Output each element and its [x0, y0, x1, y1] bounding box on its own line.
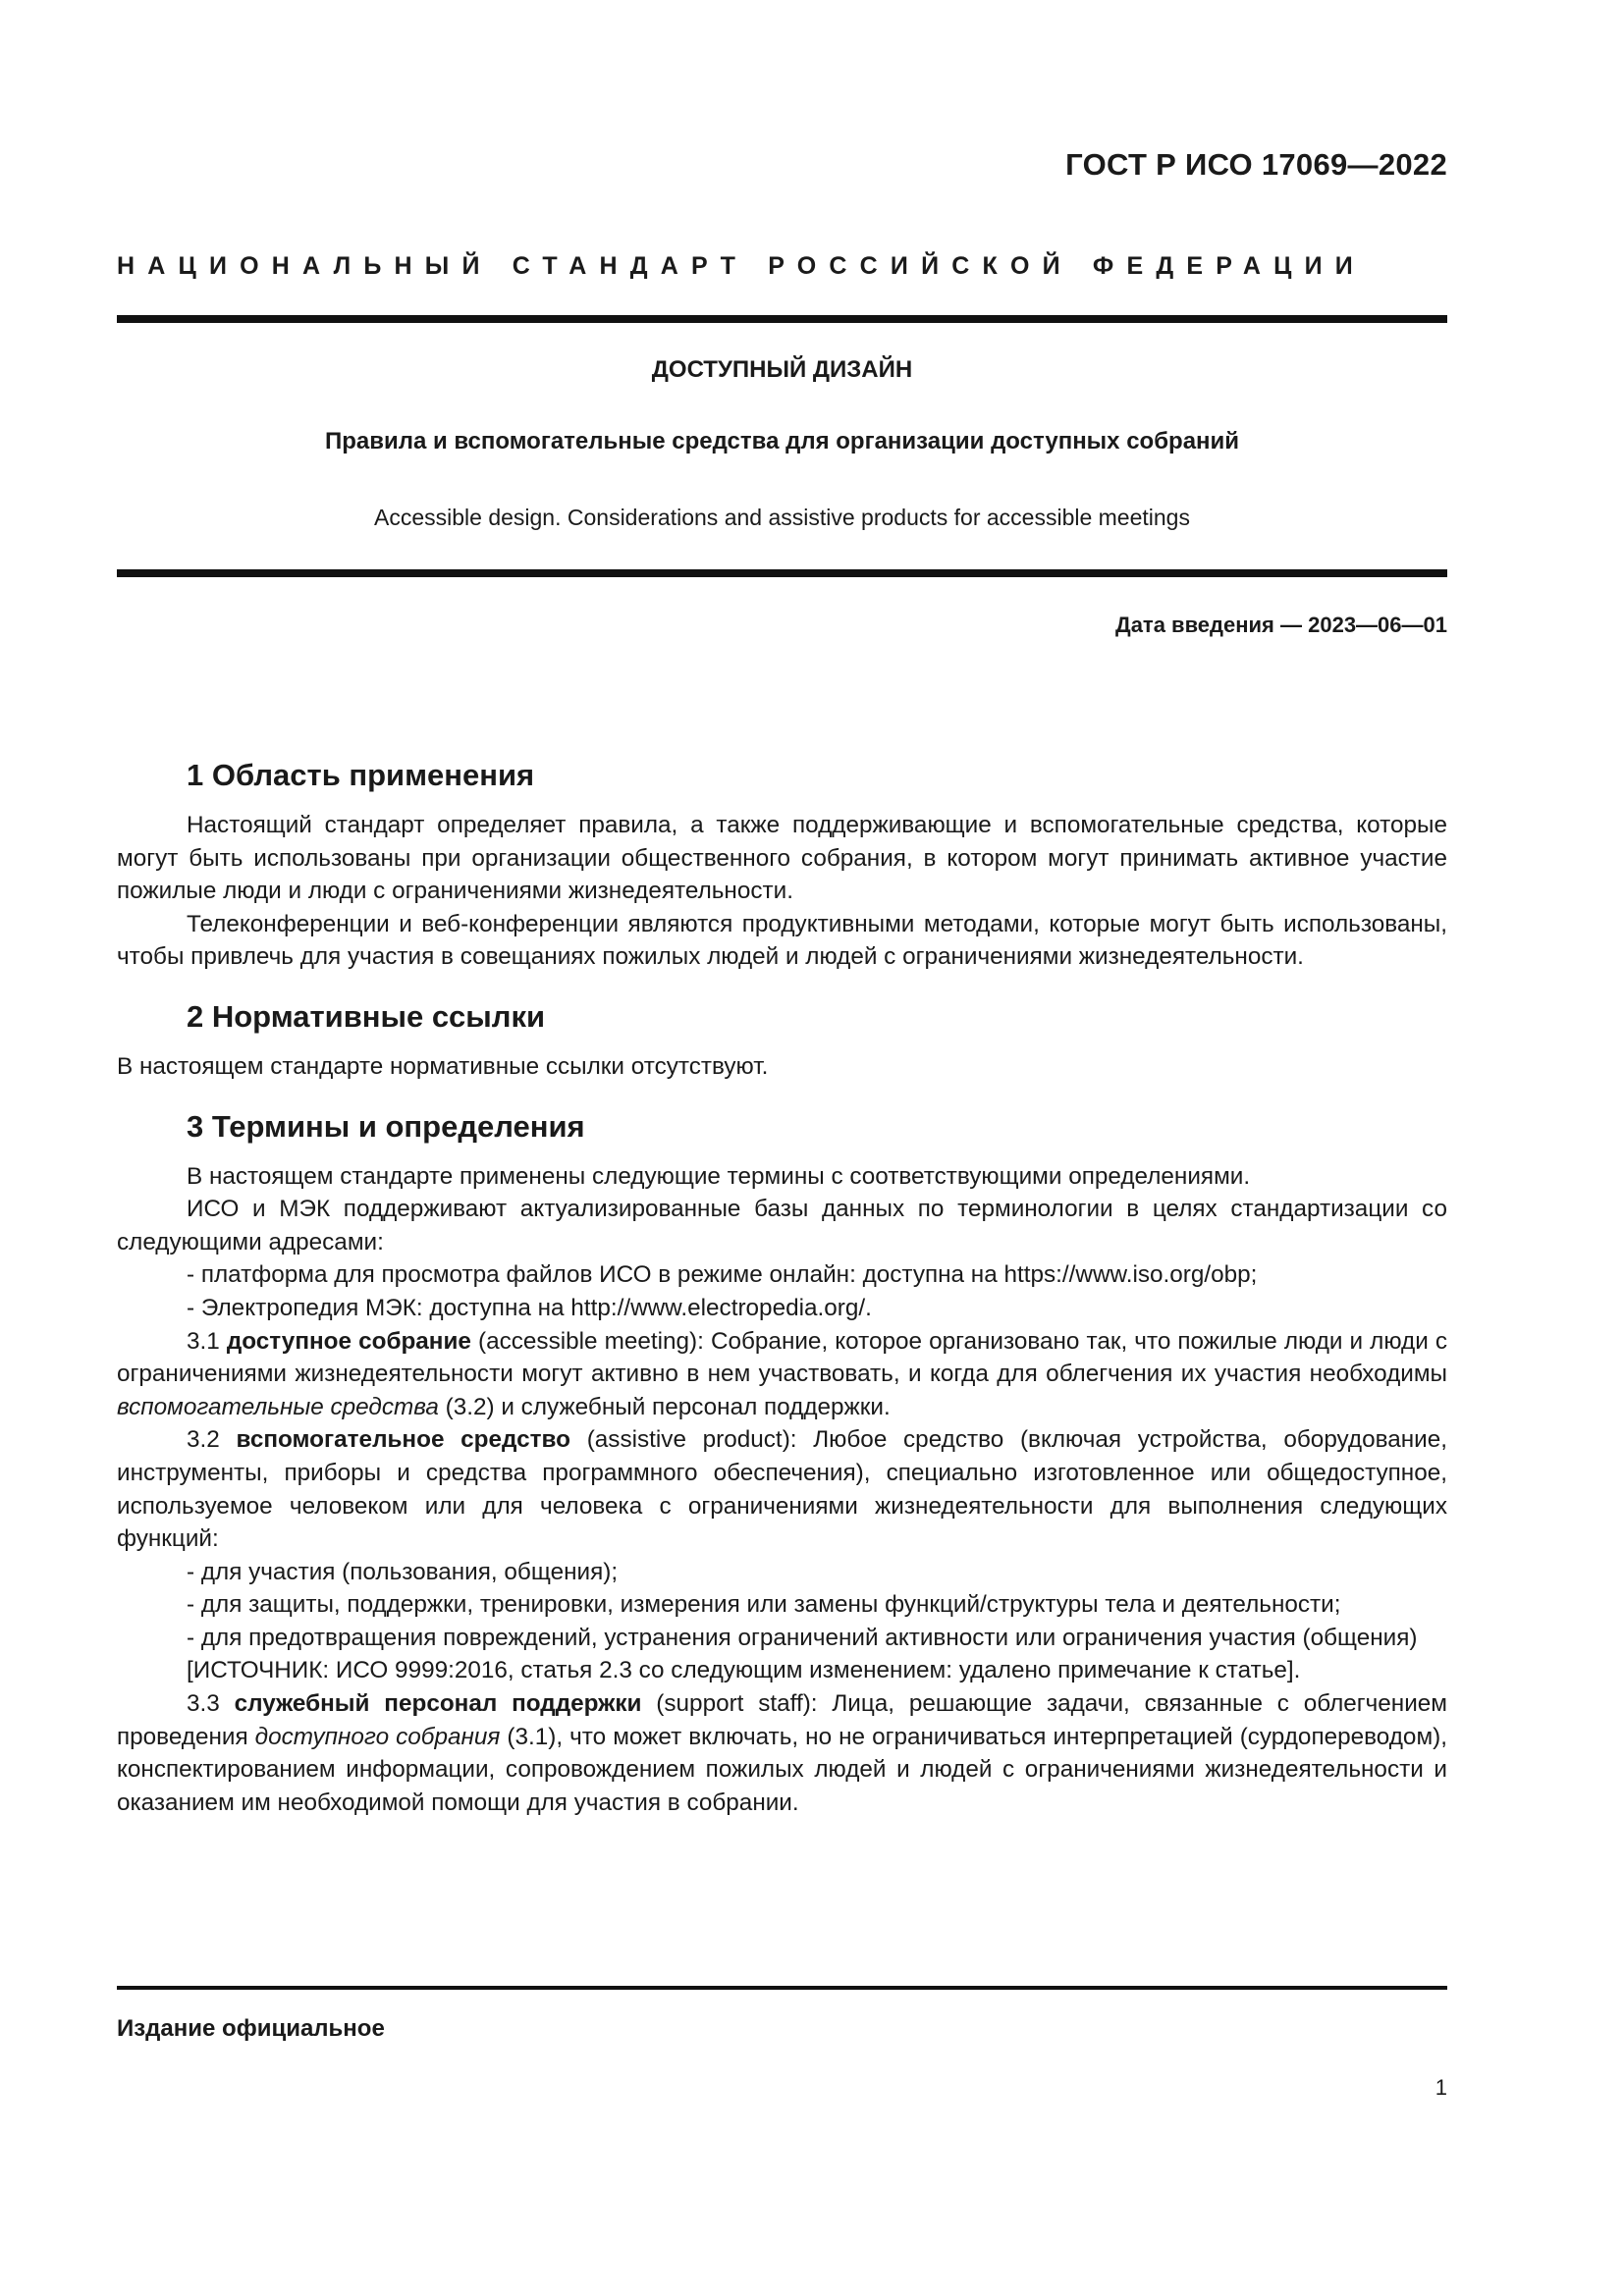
term-name: служебный персонал поддержки: [234, 1690, 642, 1718]
section-1-heading: 1 Область применения: [187, 758, 535, 792]
list-item: - платформа для просмотра файлов ИСО в режиме онлайн: доступна на https://www.iso.org/obp;: [187, 1261, 1258, 1289]
term-text: (3.2) и служебный персонал поддержки.: [438, 1393, 891, 1420]
section-1-paragraph: Настоящий стандарт определяет правила, а также поддерживающие и вспомогательные средства, которые могут быть использованы при организации общественного собрания, в котором могут принимать активное участие пожилые люди и люди с ограничениями жизнедеятельности.: [117, 812, 1447, 905]
term-text: (3.1), что может включать, но не ограничиваться интерпретацией (сурдопереводом), конспектированием информации, сопровождением пожилых людей и людей с ограничениями жизнедеятельности и оказанием им необходимой помощи для участия в собрании.: [117, 1723, 1447, 1816]
term-number: 3.3: [187, 1690, 235, 1718]
official-edition-label: Издание официальное: [117, 2015, 385, 2042]
term-name: доступное собрание: [226, 1327, 471, 1355]
document-code: ГОСТ Р ИСО 17069—2022: [1065, 147, 1447, 182]
document-subtitle: Правила и вспомогательные средства для организации доступных собраний: [324, 428, 1240, 454]
term-number: 3.1: [187, 1327, 227, 1355]
top-divider: [117, 315, 1447, 323]
term-text: (assistive product): Любое средство (включая устройства, оборудование, инструменты, приборы и средства программного обеспечения), специально изготовленное или общедоступное, используемое человеком или для человека с ограничениями жизнедеятельности для выполнения следующих функций:: [117, 1426, 1447, 1553]
list-item: - для предотвращения повреждений, устранения ограничений активности или ограничения участия (общения): [187, 1624, 1418, 1651]
section-2-heading: 2 Нормативные ссылки: [187, 998, 546, 1034]
term-text: (support staff): Лица, решающие задачи, связанные с облегчением проведения: [117, 1690, 1447, 1750]
section-3-heading: 3 Термины и определения: [187, 1108, 585, 1144]
document-body: [117, 756, 1447, 1819]
section-3-paragraph: ИСО и МЭК поддерживают актуализированные базы данных по терминологии в целях стандартизации со следующими адресами:: [117, 1196, 1447, 1255]
list-item: - для участия (пользования, общения);: [187, 1558, 619, 1585]
term-text: (accessible meeting): Собрание, которое организовано так, что пожилые люди и люди с ограничениями жизнедеятельности могут активно в нем участвовать, и когда для облегчения их участия необходимы: [117, 1327, 1447, 1388]
section-2-paragraph: В настоящем стандарте нормативные ссылки отсутствуют.: [117, 1052, 769, 1080]
term-3-2: [117, 1423, 1447, 1555]
term-3-1: [117, 1325, 1447, 1424]
list-item: - Электропедия МЭК: доступна на http://www.electropedia.org/.: [187, 1294, 872, 1321]
term-reference: доступного собрания: [254, 1723, 501, 1750]
document-title: ДОСТУПНЫЙ ДИЗАЙН: [651, 356, 913, 383]
source-note: [ИСТОЧНИК: ИСО 9999:2016, статья 2.3 со следующим изменением: удалено примечание к статье].: [187, 1657, 1301, 1684]
national-standard-banner: НАЦИОНАЛЬНЫЙ СТАНДАРТ РОССИЙСКОЙ ФЕДЕРАЦИИ: [117, 252, 1366, 280]
introduction-date: Дата введения — 2023—06—01: [1115, 613, 1447, 637]
page-number: 1: [1435, 2075, 1447, 2100]
title-divider: [117, 569, 1447, 577]
term-name: вспомогательное средство: [236, 1426, 570, 1454]
section-1-paragraph: Телеконференции и веб-конференции являются продуктивными методами, которые могут быть использованы, чтобы привлечь для участия в совещаниях пожилых людей и людей с ограничениями жизнедеятельности.: [117, 910, 1447, 971]
section-3-paragraph: В настоящем стандарте применены следующие термины с соответствующими определениями.: [187, 1162, 1251, 1190]
footer-divider: [117, 1986, 1447, 1990]
english-title: Accessible design. Considerations and assistive products for accessible meetings: [374, 505, 1190, 530]
term-number: 3.2: [187, 1426, 237, 1454]
term-reference: вспомогательные средства: [117, 1393, 439, 1420]
term-3-3: [117, 1687, 1447, 1819]
list-item: - для защиты, поддержки, тренировки, измерения или замены функций/структуры тела и деятельности;: [187, 1591, 1341, 1619]
